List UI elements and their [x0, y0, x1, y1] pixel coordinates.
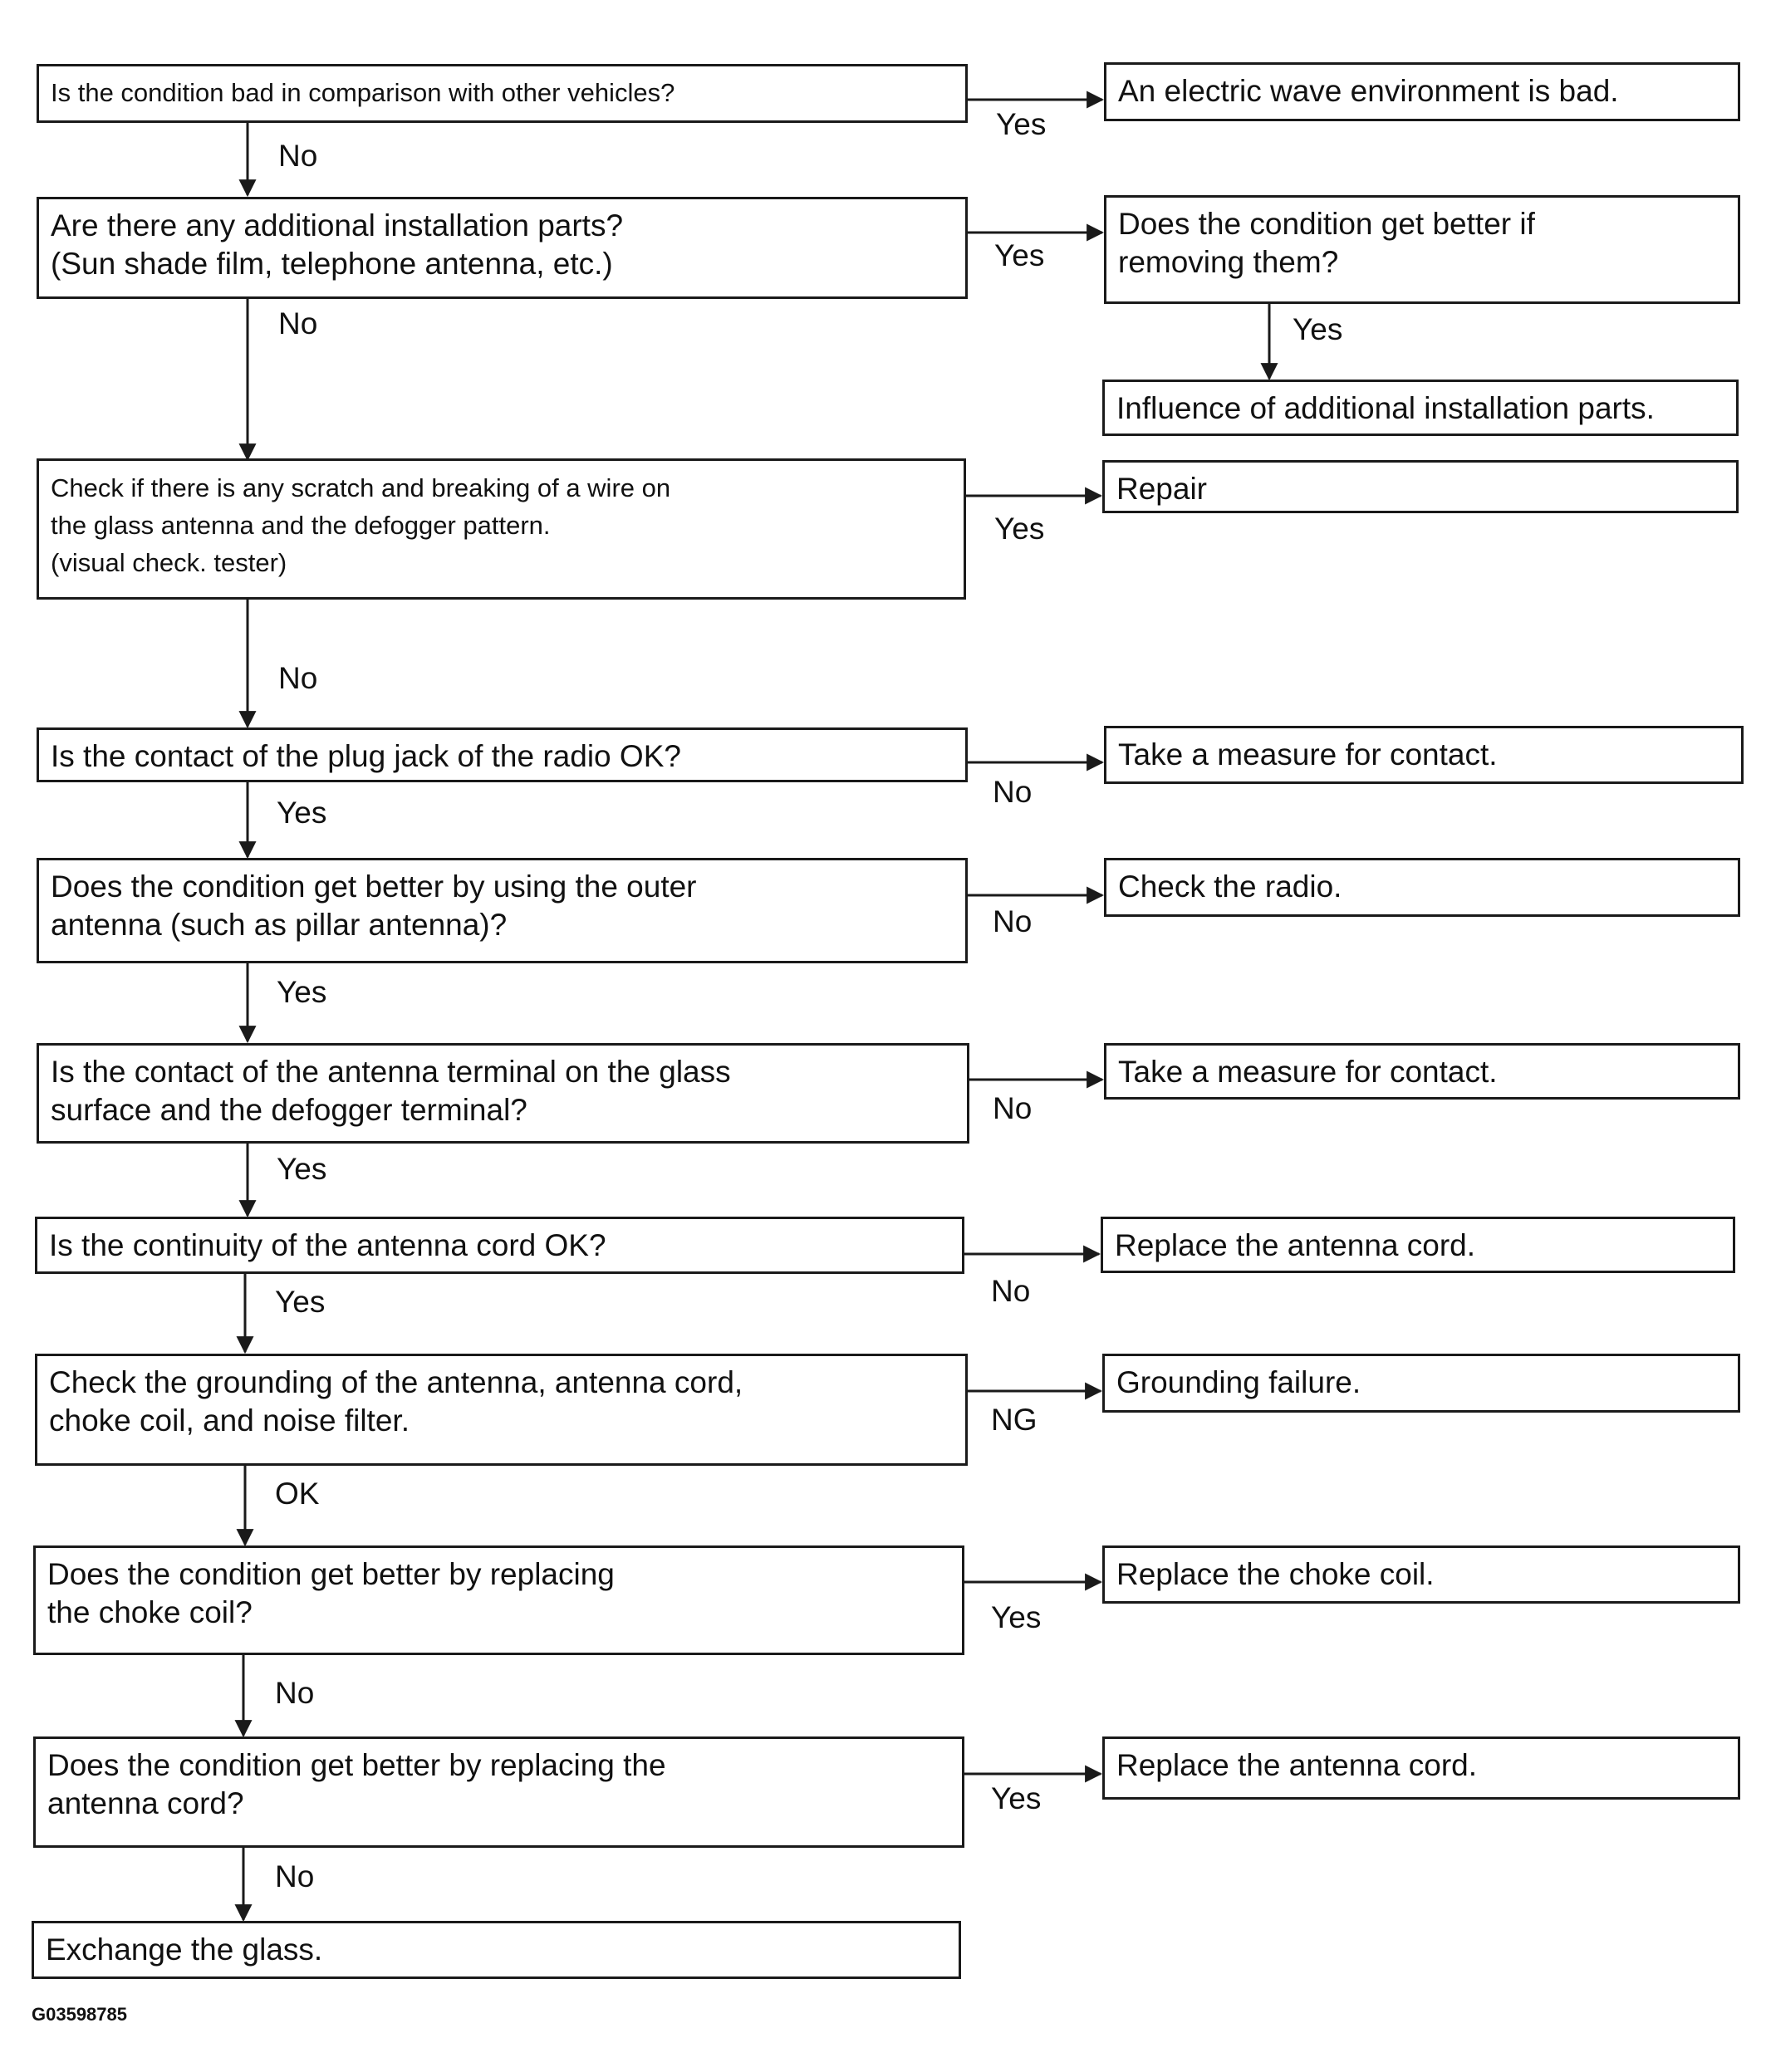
right-label-3: Yes: [994, 512, 1045, 546]
down-label-1: No: [278, 139, 318, 173]
down-label-3: No: [278, 661, 318, 695]
outcome-box-4: Repair: [1102, 460, 1739, 513]
question-box-1: Is the condition bad in comparison with other vehicles?: [37, 64, 968, 123]
outcome-box-3: Influence of additional installation parts.: [1102, 380, 1739, 436]
right-label-10: Yes: [991, 1781, 1042, 1815]
down-label-4: Yes: [277, 796, 327, 830]
outcome-box-8: Replace the antenna cord.: [1101, 1217, 1735, 1273]
question-box-7: Is the continuity of the antenna cord OK?: [35, 1217, 964, 1274]
figure-id: G03598785: [32, 2004, 127, 2025]
outcome-box-9: Grounding failure.: [1102, 1354, 1740, 1413]
right-label-7: No: [991, 1274, 1031, 1308]
outcome-box-10: Replace the choke coil.: [1102, 1545, 1740, 1604]
outcome-box-7: Take a measure for contact.: [1104, 1043, 1740, 1100]
down-label-6: Yes: [277, 1152, 327, 1186]
question-box-2: Are there any additional installation parts? (Sun shade film, telephone antenna, etc.): [37, 197, 968, 299]
question-box-8: Check the grounding of the antenna, antenna cord, choke coil, and noise filter.: [35, 1354, 968, 1466]
question-box-3: Check if there is any scratch and breaking of a wire on the glass antenna and the defogger pattern. (visual check. tester): [37, 458, 966, 600]
right-label-5: No: [993, 904, 1033, 938]
down-label-2: No: [278, 306, 318, 340]
question-box-5: Does the condition get better by using the outer antenna (such as pillar antenna)?: [37, 858, 968, 963]
question-box-6: Is the contact of the antenna terminal on the glass surface and the defogger terminal?: [37, 1043, 969, 1144]
outcome-box-11: Replace the antenna cord.: [1102, 1736, 1740, 1800]
down-label-8: OK: [275, 1477, 320, 1511]
down-label-5: Yes: [277, 975, 327, 1009]
outcome-box-6: Check the radio.: [1104, 858, 1740, 917]
sub-down-label: Yes: [1293, 312, 1343, 346]
right-label-8: NG: [991, 1403, 1038, 1437]
question-box-10: Does the condition get better by replacing the antenna cord?: [33, 1736, 964, 1848]
right-label-9: Yes: [991, 1600, 1042, 1634]
down-label-10: No: [275, 1859, 315, 1893]
right-label-1: Yes: [996, 107, 1047, 141]
question-box-4: Is the contact of the plug jack of the radio OK?: [37, 727, 968, 782]
right-label-2: Yes: [994, 238, 1045, 272]
right-label-4: No: [993, 775, 1033, 809]
outcome-box-1: An electric wave environment is bad.: [1104, 62, 1740, 121]
outcome-box-5: Take a measure for contact.: [1104, 726, 1744, 784]
question-box-9: Does the condition get better by replacing the choke coil?: [33, 1545, 964, 1655]
right-label-6: No: [993, 1091, 1033, 1125]
final-box-exchange-glass: Exchange the glass.: [32, 1921, 961, 1979]
outcome-box-2: Does the condition get better if removing them?: [1104, 195, 1740, 304]
down-label-7: Yes: [275, 1285, 326, 1319]
down-label-9: No: [275, 1676, 315, 1710]
